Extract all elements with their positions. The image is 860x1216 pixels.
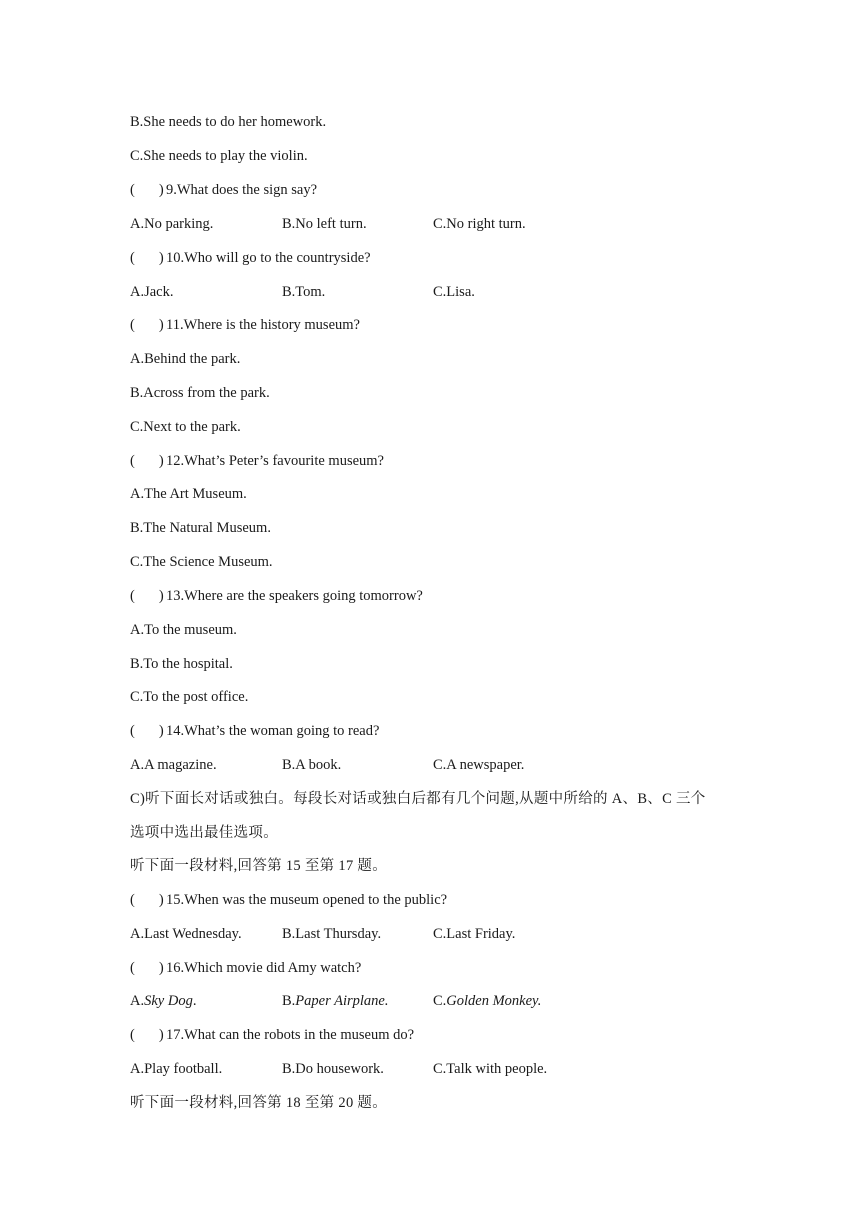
- question-15: ( ) 15.When was the museum opened to the public?: [130, 892, 448, 908]
- answer-blank[interactable]: ( ): [130, 892, 164, 908]
- passage-intro: 听下面一段材料,回答第 18 至第 20 题。: [130, 1095, 388, 1111]
- answer-blank[interactable]: ( ): [130, 588, 164, 604]
- question-16: ( ) 16.Which movie did Amy watch?: [130, 960, 362, 976]
- answer-blank[interactable]: ( ): [130, 453, 164, 469]
- option-c: C.Last Friday.: [433, 926, 516, 942]
- question-17: ( ) 17.What can the robots in the museum do?: [130, 1027, 415, 1043]
- passage-intro: 听下面一段材料,回答第 15 至第 17 题。: [130, 858, 388, 874]
- question-11: ( ) 11.Where is the history museum?: [130, 317, 360, 333]
- option-c: C.No right turn.: [433, 216, 526, 232]
- option-b: B.Paper Airplane.: [282, 993, 389, 1009]
- question-9: ( ) 9.What does the sign say?: [130, 182, 318, 198]
- option-a: A.Play football.: [130, 1061, 223, 1077]
- option-a: A.To the museum.: [130, 622, 237, 638]
- section-c-instructions-cont: 选项中选出最佳选项。: [130, 825, 278, 841]
- section-c-instructions: C)听下面长对话或独白。每段长对话或独白后都有几个问题,从题中所给的 A、B、C 三个: [130, 791, 706, 807]
- option-a: A.No parking.: [130, 216, 214, 232]
- answer-blank[interactable]: ( ): [130, 723, 164, 739]
- option-c: C.The Science Museum.: [130, 554, 273, 570]
- option-b: B.Across from the park.: [130, 385, 270, 401]
- option-c: C.To the post office.: [130, 689, 249, 705]
- option-a: A.Sky Dog.: [130, 993, 197, 1009]
- option-b: B.Do housework.: [282, 1061, 384, 1077]
- answer-blank[interactable]: ( ): [130, 317, 164, 333]
- option-b: B.A book.: [282, 757, 342, 773]
- question-10: ( ) 10.Who will go to the countryside?: [130, 250, 371, 266]
- option-b: B.To the hospital.: [130, 656, 233, 672]
- option-a: A.A magazine.: [130, 757, 217, 773]
- option-c: C.A newspaper.: [433, 757, 525, 773]
- option-c: C.Next to the park.: [130, 419, 241, 435]
- option-b: B.Last Thursday.: [282, 926, 382, 942]
- answer-blank[interactable]: ( ): [130, 182, 164, 198]
- option-c: C.Talk with people.: [433, 1061, 548, 1077]
- option-c: C.Golden Monkey.: [433, 993, 542, 1009]
- question-13: ( ) 13.Where are the speakers going tomorrow?: [130, 588, 423, 604]
- option-b: B.The Natural Museum.: [130, 520, 271, 536]
- option-line: C.She needs to play the violin.: [130, 148, 308, 164]
- answer-blank[interactable]: ( ): [130, 1027, 164, 1043]
- option-line: B.She needs to do her homework.: [130, 114, 327, 130]
- question-12: ( ) 12.What’s Peter’s favourite museum?: [130, 453, 384, 469]
- answer-blank[interactable]: ( ): [130, 960, 164, 976]
- answer-blank[interactable]: ( ): [130, 250, 164, 266]
- option-a: A.Jack.: [130, 284, 174, 300]
- option-a: A.The Art Museum.: [130, 486, 247, 502]
- option-c: C.Lisa.: [433, 284, 475, 300]
- option-b: B.Tom.: [282, 284, 326, 300]
- option-a: A.Behind the park.: [130, 351, 241, 367]
- option-b: B.No left turn.: [282, 216, 367, 232]
- option-a: A.Last Wednesday.: [130, 926, 242, 942]
- question-14: ( ) 14.What’s the woman going to read?: [130, 723, 380, 739]
